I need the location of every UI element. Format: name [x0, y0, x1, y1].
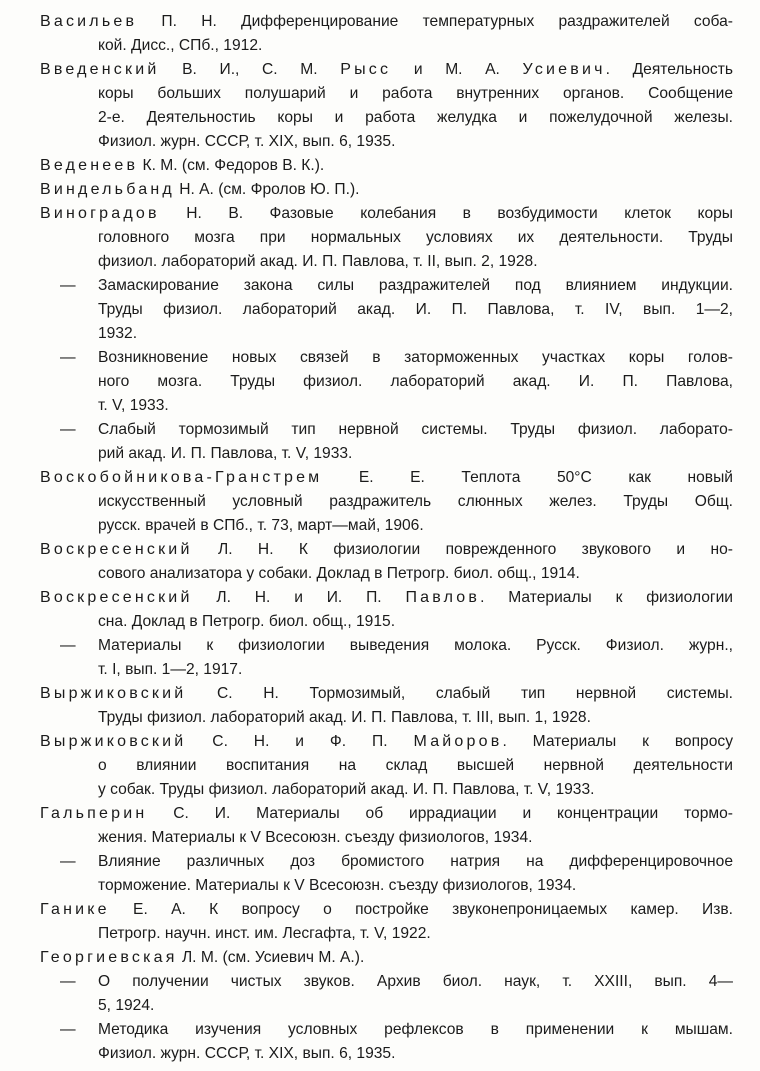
- entry-text: . Деятельность: [605, 61, 733, 78]
- entry-line: [98, 922, 733, 946]
- entry-line: [98, 1042, 733, 1066]
- entry-text: у собак. Труды физиол. лабораторий акад. И. П. Павлова, т. V, 1933.: [98, 781, 595, 798]
- bibliography-entry: [0, 538, 760, 586]
- entry-text: физиол. лабораторий акад. И. П. Павлова, т. II, вып. 2, 1928.: [98, 253, 538, 270]
- ditto-dash: —: [60, 973, 76, 990]
- bibliography-entry-continuation: [0, 970, 760, 1018]
- entry-line: [98, 34, 733, 58]
- entry-text: кой. Дисс., СПб., 1912.: [98, 37, 263, 54]
- entry-line: [98, 994, 733, 1018]
- author-name: Воскресенский: [40, 589, 193, 606]
- bibliography-entry: [0, 202, 760, 274]
- entry-line: [40, 178, 733, 202]
- entry-text: и М. А.: [391, 61, 523, 78]
- entry-line: [98, 394, 733, 418]
- author-name: Васильев: [40, 13, 138, 30]
- entry-text: сового анализатора у собаки. Доклад в Петрогр. биол. общ., 1914.: [98, 565, 580, 582]
- entry-text: рий акад. И. П. Павлова, т. V, 1933.: [98, 445, 353, 462]
- entry-text: 5, 1924.: [98, 997, 155, 1014]
- entry-text: . Материалы к вопросу: [502, 733, 733, 750]
- author-name: Виноградов: [40, 205, 160, 222]
- entry-text: жения. Материалы к V Всесоюзн. съезду физиологов, 1934.: [98, 829, 533, 846]
- entry-line: [98, 82, 733, 106]
- bibliography-entry-continuation: [0, 418, 760, 466]
- entry-line: [40, 58, 733, 82]
- entry-line: [40, 946, 733, 970]
- author-name: Ганике: [40, 901, 110, 918]
- author-name: Выржиковский: [40, 733, 187, 750]
- entry-text: 2-е. Деятельностиь коры и работа желудка и пожелудочной железы.: [98, 109, 733, 126]
- bibliography-entry: [0, 58, 760, 154]
- entry-text: т. V, 1933.: [98, 397, 169, 414]
- bibliography-entry: [0, 802, 760, 850]
- ditto-dash: —: [60, 277, 76, 294]
- bibliography-entry: [0, 10, 760, 58]
- author-name: Гальперин: [40, 805, 148, 822]
- entry-line: [40, 466, 733, 490]
- author-name: Майоров: [413, 733, 503, 750]
- entry-text: русск. врачей в СПб., т. 73, март—май, 1906.: [98, 517, 424, 534]
- entry-text: головного мозга при нормальных условиях их деятельности. Труды: [98, 229, 733, 246]
- entry-text: Физиол. журн. СССР, т. XIX, вып. 6, 1935.: [98, 1045, 396, 1062]
- entry-text: Возникновение новых связей в заторможенных участках коры голов-: [98, 349, 733, 366]
- bibliography-entry-continuation: [0, 346, 760, 418]
- author-name: Введенский: [40, 61, 160, 78]
- entry-text: С. И. Материалы об иррадиации и концентрации тормо-: [147, 805, 733, 822]
- entry-line: [60, 418, 733, 442]
- entry-line: [60, 970, 733, 994]
- entry-text: В. И., С. М.: [159, 61, 341, 78]
- bibliography-entry: [0, 682, 760, 730]
- entry-line: [98, 370, 733, 394]
- entry-line: [98, 298, 733, 322]
- ditto-dash: —: [60, 637, 76, 654]
- entry-line: [40, 10, 733, 34]
- entry-text: Е. А. К вопросу о постройке звуконепроницаемых камер. Изв.: [109, 901, 733, 918]
- bibliography-entry-continuation: [0, 634, 760, 682]
- entry-text: Л. Н. К физиологии поврежденного звукового и но-: [192, 541, 733, 558]
- entry-text: т. I, вып. 1—2, 1917.: [98, 661, 243, 678]
- entry-line: [98, 874, 733, 898]
- bibliography-entry-continuation: [0, 274, 760, 346]
- ditto-dash: —: [60, 1021, 76, 1038]
- bibliography-entry: [0, 154, 760, 178]
- entry-line: [60, 850, 733, 874]
- bibliography-entry: [0, 730, 760, 802]
- ditto-dash: —: [60, 421, 76, 438]
- entry-text: Физиол. журн. СССР, т. XIX, вып. 6, 1935.: [98, 133, 396, 150]
- entry-text: . Материалы к физиологии: [480, 589, 734, 606]
- entry-text: ного мозга. Труды физиол. лабораторий акад. И. П. Павлова,: [98, 373, 733, 390]
- entry-text: С. Н. Тормозимый, слабый тип нервной системы.: [186, 685, 733, 702]
- entry-text: Замаскирование закона силы раздражителей под влиянием индукции.: [98, 277, 733, 294]
- entry-line: [98, 490, 733, 514]
- entry-line: [98, 250, 733, 274]
- entry-line: [98, 754, 733, 778]
- author-name: Георгиевская: [40, 949, 178, 966]
- author-name: Виндельбанд: [40, 181, 175, 198]
- author-name: Воскобойникова-Гранстрем: [40, 469, 323, 486]
- bibliography-entry: [0, 178, 760, 202]
- entry-line: [40, 682, 733, 706]
- entry-text: искусственный условный раздражитель слюнных желез. Труды Общ.: [98, 493, 733, 510]
- entry-line: [98, 826, 733, 850]
- entry-text: коры больших полушарий и работа внутренних органов. Сообщение: [98, 85, 733, 102]
- bibliography-entry: [0, 946, 760, 970]
- bibliography-entry-continuation: [0, 1018, 760, 1066]
- entry-line: [98, 562, 733, 586]
- entry-line: [60, 634, 733, 658]
- entry-line: [40, 586, 733, 610]
- entry-line: [40, 730, 733, 754]
- author-name: Веденеев: [40, 157, 139, 174]
- entry-text: Е. Е. Теплота 50°С как новый: [322, 469, 733, 486]
- bibliography-entry: [0, 586, 760, 634]
- author-name: Выржиковский: [40, 685, 187, 702]
- entry-text: Труды физиол. лабораторий акад. И. П. Павлова, т. IV, вып. 1—2,: [98, 301, 733, 318]
- entry-line: [40, 898, 733, 922]
- entry-text: Л. М. (см. Усиевич М. А.).: [177, 949, 365, 966]
- entry-line: [98, 130, 733, 154]
- entry-line: [60, 346, 733, 370]
- entry-line: [98, 514, 733, 538]
- entry-line: [98, 658, 733, 682]
- entry-line: [98, 442, 733, 466]
- entry-text: Петрогр. научн. инст. им. Лесгафта, т. V, 1922.: [98, 925, 431, 942]
- author-name: Воскресенский: [40, 541, 193, 558]
- entry-text: Н. В. Фазовые колебания в возбудимости клеток коры: [159, 205, 733, 222]
- entry-line: [98, 778, 733, 802]
- entry-text: О получении чистых звуков. Архив биол. наук, т. XXIII, вып. 4—: [98, 973, 733, 990]
- entry-text: С. Н. и Ф. П.: [186, 733, 414, 750]
- entry-line: [60, 274, 733, 298]
- bibliography-page: [0, 10, 760, 1066]
- entry-text: К. М. (см. Федоров В. К.).: [138, 157, 325, 174]
- entry-line: [40, 802, 733, 826]
- entry-text: Л. Н. и И. П.: [192, 589, 406, 606]
- ditto-dash: —: [60, 853, 76, 870]
- entry-text: сна. Доклад в Петрогр. биол. общ., 1915.: [98, 613, 396, 630]
- entry-line: [60, 1018, 733, 1042]
- entry-line: [40, 154, 733, 178]
- entry-text: Влияние различных доз бромистого натрия на дифференцировочное: [98, 853, 733, 870]
- entry-text: Труды физиол. лабораторий акад. И. П. Павлова, т. III, вып. 1, 1928.: [98, 709, 591, 726]
- entry-text: Материалы к физиологии выведения молока. Русск. Физиол. журн.,: [98, 637, 733, 654]
- entry-line: [98, 226, 733, 250]
- entry-line: [40, 202, 733, 226]
- bibliography-entry: [0, 898, 760, 946]
- bibliography-entry: [0, 466, 760, 538]
- entry-text: Слабый тормозимый тип нервной системы. Труды физиол. лаборато-: [98, 421, 733, 438]
- ditto-dash: —: [60, 349, 76, 366]
- author-name: Усиевич: [522, 61, 606, 78]
- entry-text: П. Н. Дифференцирование температурных раздражителей соба-: [137, 13, 733, 30]
- bibliography-entry-continuation: [0, 850, 760, 898]
- entry-line: [98, 106, 733, 130]
- entry-line: [40, 538, 733, 562]
- entry-line: [98, 322, 733, 346]
- entry-text: Методика изучения условных рефлексов в применении к мышам.: [98, 1021, 733, 1038]
- author-name: Рысс: [340, 61, 392, 78]
- author-name: Павлов: [405, 589, 481, 606]
- entry-text: торможение. Материалы к V Всесоюзн. съезду физиологов, 1934.: [98, 877, 577, 894]
- entry-line: [98, 610, 733, 634]
- entry-text: 1932.: [98, 325, 138, 342]
- entry-line: [98, 706, 733, 730]
- entry-text: о влиянии воспитания на склад высшей нервной деятельности: [98, 757, 733, 774]
- entry-text: Н. А. (см. Фролов Ю. П.).: [174, 181, 360, 198]
